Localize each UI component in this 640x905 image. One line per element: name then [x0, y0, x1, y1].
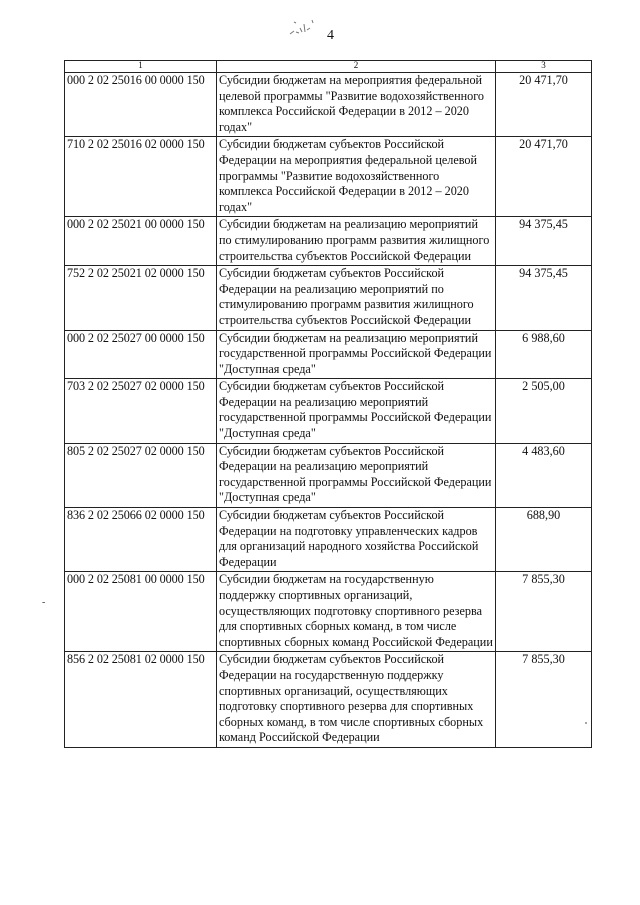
description-cell: Субсидии бюджетам на реализацию мероприятий по стимулированию программ развития жилищного строительства субъектов Российской Федерации [217, 217, 496, 266]
table-row [65, 330, 592, 379]
amount-cell: 4 483,60 [496, 443, 592, 507]
table-row [65, 266, 592, 330]
table-row [65, 572, 592, 652]
table-row [65, 379, 592, 443]
table-row [65, 217, 592, 266]
budget-table [64, 60, 592, 748]
budget-code-cell: 856 2 02 25081 02 0000 150 [65, 652, 217, 748]
description-cell: Субсидии бюджетам субъектов Российской Федерации на реализацию мероприятий государственной программы Российской Федерации "Доступная среда" [217, 379, 496, 443]
budget-code-cell: 000 2 02 25021 00 0000 150 [65, 217, 217, 266]
budget-code-cell: 710 2 02 25016 02 0000 150 [65, 137, 217, 217]
amount-cell: 94 375,45 [496, 217, 592, 266]
amount-cell: 688,90 [496, 508, 592, 572]
description-cell: Субсидии бюджетам на реализацию мероприятий государственной программы Российской Федерации "Доступная среда" [217, 330, 496, 379]
description-cell: Субсидии бюджетам на мероприятия федеральной целевой программы "Развитие водохозяйственного комплекса Российской Федерации в 2012 – 2020 годах" [217, 73, 496, 137]
column-header-3: 3 [496, 61, 592, 73]
amount-cell: 2 505,00 [496, 379, 592, 443]
table-header-row [65, 61, 592, 73]
budget-code-cell: 000 2 02 25027 00 0000 150 [65, 330, 217, 379]
column-header-2: 2 [217, 61, 496, 73]
margin-mark: - [42, 597, 46, 608]
table-row [65, 443, 592, 507]
description-cell: Субсидии бюджетам субъектов Российской Федерации на реализацию мероприятий государственной программы Российской Федерации "Доступная среда" [217, 443, 496, 507]
table-row [65, 652, 592, 748]
budget-code-cell: 000 2 02 25016 00 0000 150 [65, 73, 217, 137]
budget-code-cell: 836 2 02 25066 02 0000 150 [65, 508, 217, 572]
amount-cell: 94 375,45 [496, 266, 592, 330]
table-row [65, 508, 592, 572]
description-cell: Субсидии бюджетам на государственную поддержку спортивных организаций, осуществляющих подготовку спортивного резерва для спортивных сборных команд, в том числе спортивных сборных команд Российской Федерации [217, 572, 496, 652]
page-number: 4 [327, 28, 334, 43]
table-row [65, 137, 592, 217]
budget-code-cell: 752 2 02 25021 02 0000 150 [65, 266, 217, 330]
table-row [65, 73, 592, 137]
amount-cell: 7 855,30 [496, 652, 592, 748]
amount-cell: 20 471,70 [496, 73, 592, 137]
budget-code-cell: 703 2 02 25027 02 0000 150 [65, 379, 217, 443]
budget-code-cell: 000 2 02 25081 00 0000 150 [65, 572, 217, 652]
budget-code-cell: 805 2 02 25027 02 0000 150 [65, 443, 217, 507]
amount-cell: 7 855,30 [496, 572, 592, 652]
scan-artifact-mark [282, 14, 322, 40]
description-cell: Субсидии бюджетам субъектов Российской Федерации на государственную поддержку спортивных организаций, осуществляющих подготовку спортивного резерва для спортивных сборных команд, в том числе спортивных сборных команд Российской Федерации [217, 652, 496, 748]
description-cell: Субсидии бюджетам субъектов Российской Федерации на мероприятия федеральной целевой программы "Развитие водохозяйственного комплекса Российской Федерации в 2012 – 2020 годах" [217, 137, 496, 217]
description-cell: Субсидии бюджетам субъектов Российской Федерации на реализацию мероприятий по стимулированию программ развития жилищного строительства субъектов Российской Федерации [217, 266, 496, 330]
amount-cell: 20 471,70 [496, 137, 592, 217]
description-cell: Субсидии бюджетам субъектов Российской Федерации на подготовку управленческих кадров для организаций народного хозяйства Российской Федерации [217, 508, 496, 572]
column-header-1: 1 [65, 61, 217, 73]
amount-cell: 6 988,60 [496, 330, 592, 379]
